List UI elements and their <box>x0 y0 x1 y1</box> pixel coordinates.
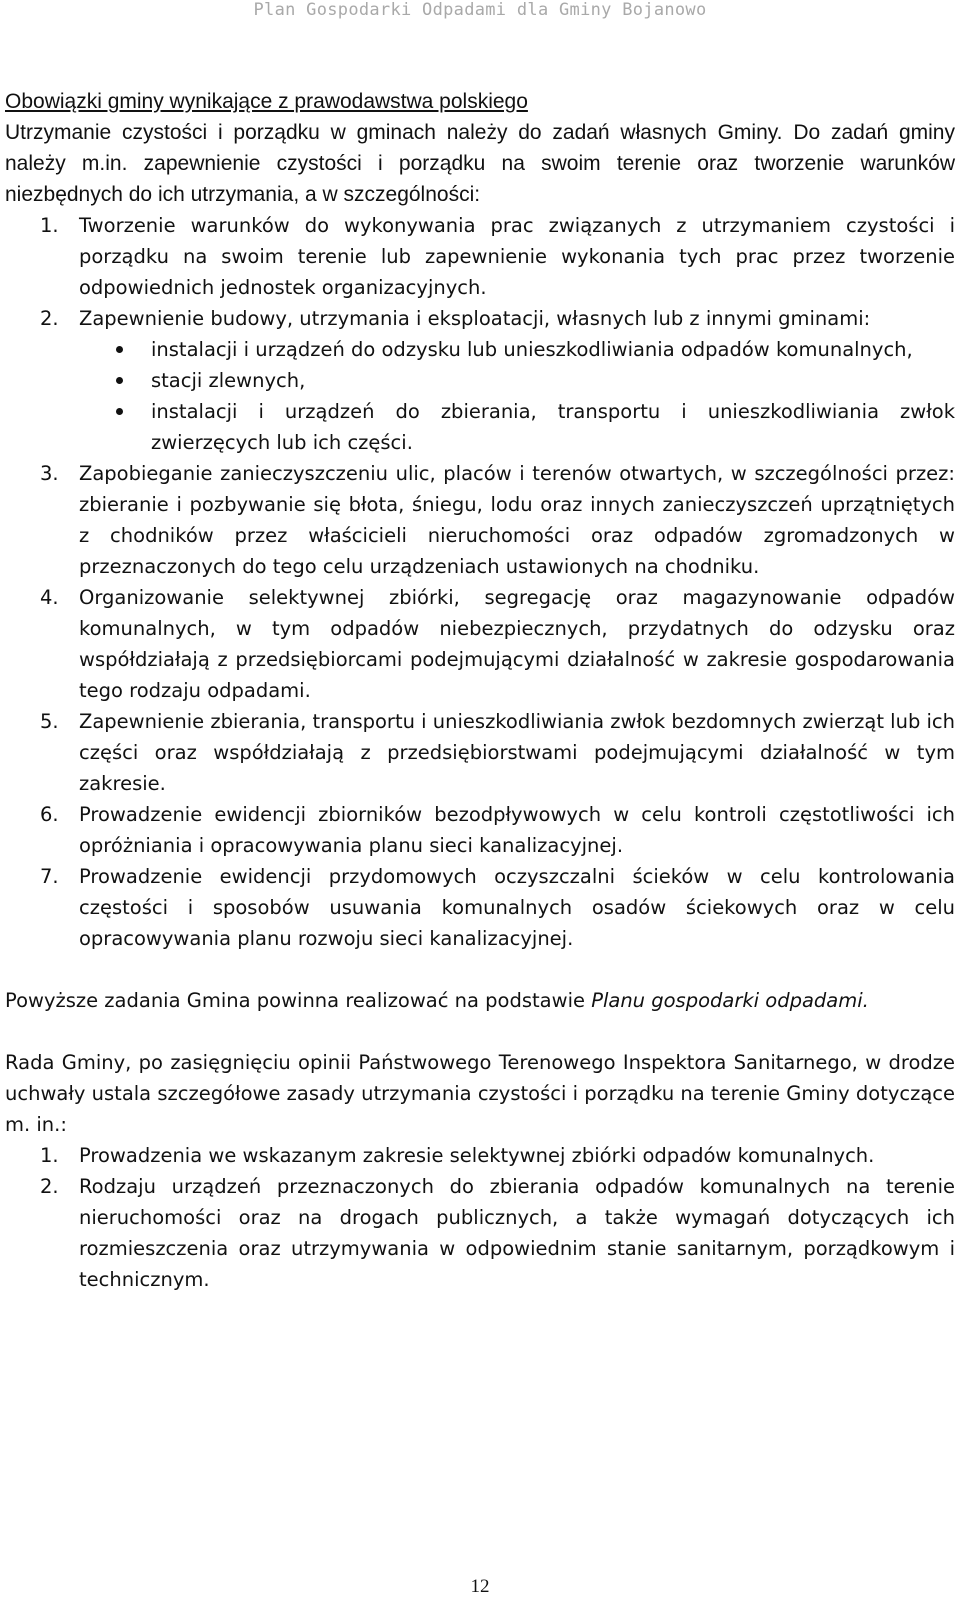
list-item <box>5 303 955 458</box>
list-item <box>5 582 955 706</box>
bullet-text: instalacji i urządzeń do zbierania, transportu i unieszkodliwiania zwłok zwierzęcych lub ich części. <box>151 400 955 454</box>
list-item-number: 5. <box>40 710 59 733</box>
bullet-item <box>79 396 955 458</box>
bullet-icon <box>116 408 123 415</box>
page-number: 12 <box>470 1576 490 1597</box>
list-item-text: Rodzaju urządzeń przeznaczonych do zbierania odpadów komunalnych na terenie nieruchomości oraz na drogach publicznych, a także wymagań dotyczących ich rozmieszczenia oraz utrzymywania w odpowiednim stanie sanitarnym, porządkowym i technicznym. <box>79 1175 955 1291</box>
list-item-number: 6. <box>40 803 59 826</box>
municipal-tasks-list <box>5 210 955 954</box>
spacer <box>5 954 955 985</box>
list-item <box>5 1171 955 1295</box>
list-item-text: Prowadzenia we wskazanym zakresie selektywnej zbiórki odpadów komunalnych. <box>79 1144 875 1167</box>
list-item <box>5 210 955 303</box>
list-item <box>5 861 955 954</box>
summary-text: Powyższe zadania Gmina powinna realizować na podstawie <box>5 989 592 1012</box>
list-item <box>5 799 955 861</box>
list-item-text: Zapewnienie budowy, utrzymania i eksploatacji, własnych lub z innymi gminami: <box>79 307 871 330</box>
plan-title: Planu gospodarki odpadami. <box>591 989 869 1012</box>
section-heading: Obowiązki gminy wynikające z prawodawstwa polskiego <box>5 90 528 113</box>
list-item-number: 7. <box>40 865 59 888</box>
spacer <box>5 1016 955 1047</box>
list-item <box>5 706 955 799</box>
list-item <box>5 458 955 582</box>
summary-paragraph <box>5 985 955 1016</box>
list-item-number: 1. <box>40 1144 59 1167</box>
bullet-item <box>79 334 955 365</box>
bullet-text: stacji zlewnych, <box>151 369 306 392</box>
list-item-number: 4. <box>40 586 59 609</box>
bullet-icon <box>116 346 123 353</box>
council-rules-list <box>5 1140 955 1295</box>
list-item-number: 2. <box>40 307 59 330</box>
council-paragraph: Rada Gminy, po zasięgnięciu opinii Państwowego Terenowego Inspektora Sanitarnego, w drodze uchwały ustala szczegółowe zasady utrzymania czystości i porządku na terenie Gminy dotyczące m. in.: <box>5 1051 955 1136</box>
bullet-text: instalacji i urządzeń do odzysku lub unieszkodliwiania odpadów komunalnych, <box>151 338 913 361</box>
list-item-text: Organizowanie selektywnej zbiórki, segregację oraz magazynowanie odpadów komunalnych, w tym odpadów niebezpiecznych, przydatnych do odzysku oraz współdziałają z przedsiębiorcami podejmującymi działalność w zakresie gospodarowania tego rodzaju odpadami. <box>79 586 955 702</box>
list-item-number: 3. <box>40 462 59 485</box>
list-item-number: 1. <box>40 214 59 237</box>
bullet-item <box>79 365 955 396</box>
list-item-text: Prowadzenie ewidencji zbiorników bezodpływowych w celu kontroli częstotliwości ich opróżniania i opracowywania planu sieci kanalizacyjnej. <box>79 803 955 857</box>
bullet-icon <box>116 377 123 384</box>
intro-paragraph: Utrzymanie czystości i porządku w gminach należy do zadań własnych Gminy. Do zadań gminy należy m.in. zapewnienie czystości i porządku na swoim terenie oraz tworzenie warunków niezbędnych do ich utrzymania, a w szczególności: <box>5 121 955 206</box>
list-item-number: 2. <box>40 1175 59 1198</box>
running-header: Plan Gospodarki Odpadami dla Gminy Bojanowo <box>253 0 707 20</box>
list-item-text: Zapewnienie zbierania, transportu i unieszkodliwiania zwłok bezdomnych zwierząt lub ich części oraz współdziałają z przedsiębiorstwami podejmującymi działalność w tym zakresie. <box>79 710 956 795</box>
document-body <box>5 86 955 1295</box>
facilities-bullet-list <box>79 334 955 458</box>
list-item-text: Zapobieganie zanieczyszczeniu ulic, placów i terenów otwartych, w szczególności przez: zbieranie i pozbywanie się błota, śniegu, lodu oraz innych zanieczyszczeń uprzątniętych z chodników przez właścicieli nieruchomości oraz odpadów zgromadzonych w przeznaczonych do tego celu urządzeniach ustawionych na chodniku. <box>79 462 955 578</box>
list-item-text: Prowadzenie ewidencji przydomowych oczyszczalni ścieków w celu kontrolowania częstości i sposobów usuwania komunalnych osadów ściekowych oraz w celu opracowywania planu rozwoju sieci kanalizacyjnej. <box>79 865 955 950</box>
list-item <box>5 1140 955 1171</box>
list-item-text: Tworzenie warunków do wykonywania prac związanych z utrzymaniem czystości i porządku na swoim terenie lub zapewnienie wykonania tych prac przez tworzenie odpowiednich jednostek organizacyjnych. <box>79 214 955 299</box>
